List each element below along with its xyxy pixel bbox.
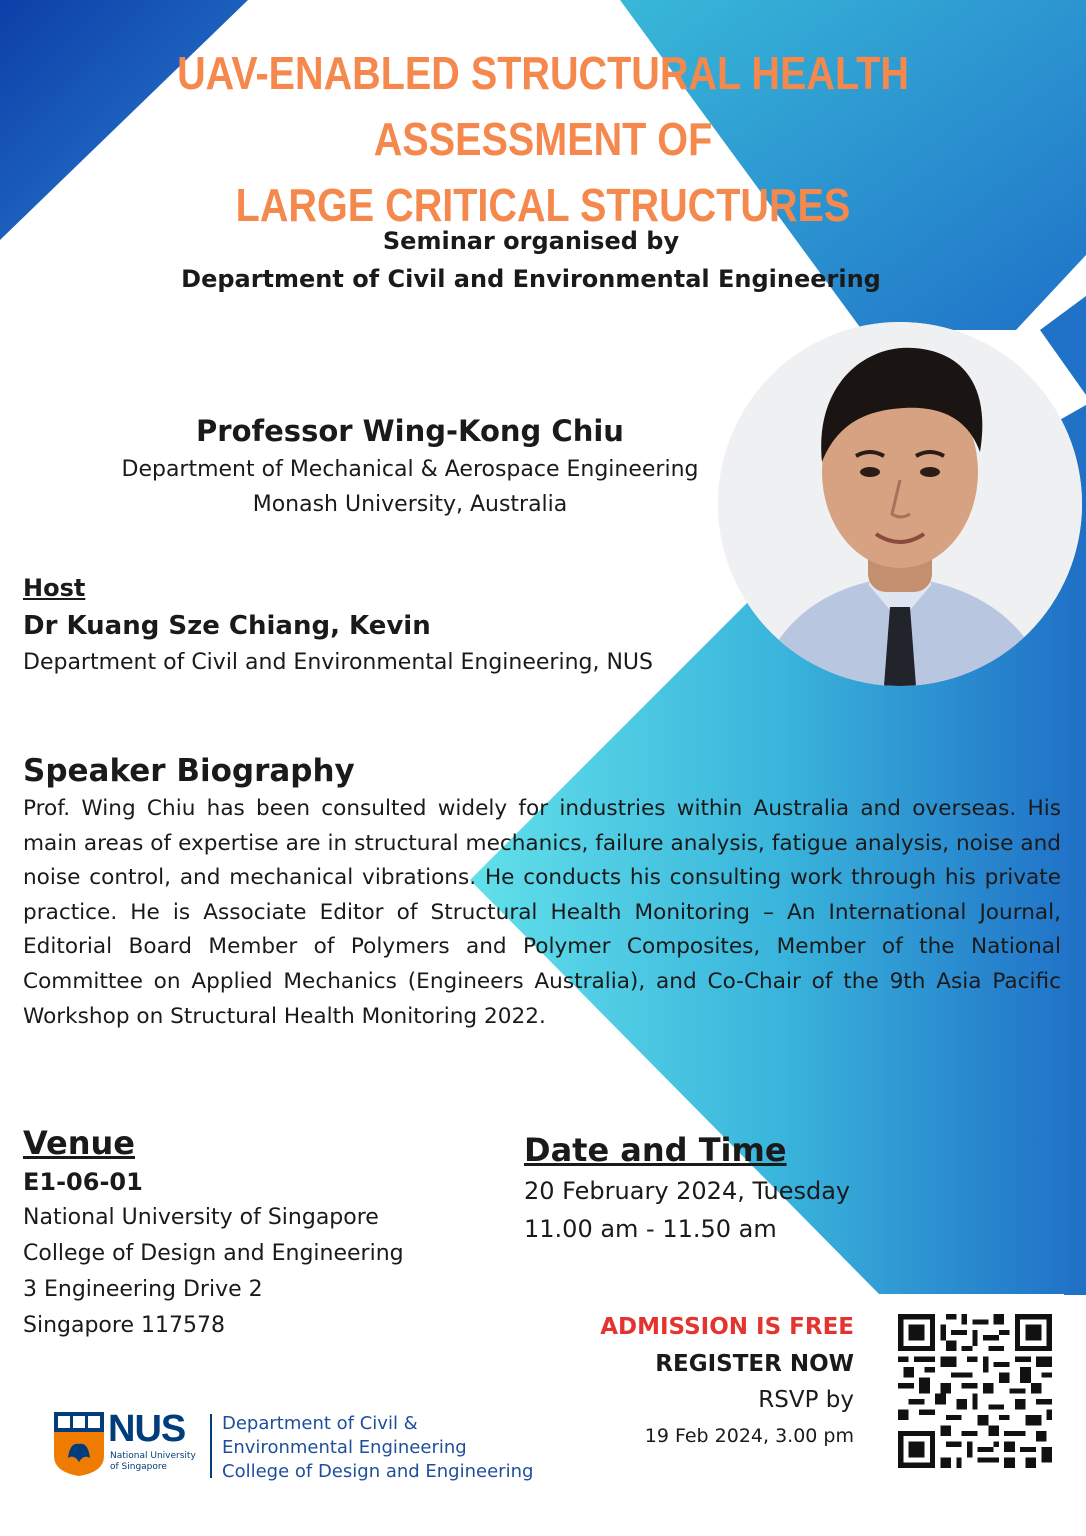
datetime-heading: Date and Time [524,1131,787,1169]
admission-text: ADMISSION IS FREE [600,1314,854,1340]
nus-crest-icon [54,1412,104,1476]
logo-dept-line3: College of Design and Engineering [222,1461,534,1482]
logo-dept-line2: Environmental Engineering [222,1437,467,1458]
nus-wordmark: NUS [108,1408,186,1450]
rsvp-text: RSVP by [758,1387,854,1413]
nus-subtitle [110,1451,196,1473]
host-heading: Host [23,574,86,602]
event-title [76,40,1010,238]
organiser [0,222,1062,298]
speaker-photo [718,322,1082,686]
registration-section [560,1308,854,1454]
venue-line4: Singapore 117578 [23,1313,225,1338]
shape-right-strip [1040,296,1086,395]
venue-heading: Venue [23,1124,135,1162]
logo-divider [210,1414,212,1478]
speaker-info [60,410,760,522]
speaker-name: Professor Wing-Kong Chiu [196,414,624,448]
nus-logo [54,1408,554,1484]
biography-section [23,750,1061,1034]
venue-line1: National University of Singapore [23,1205,379,1230]
organiser-line1: Seminar organised by [382,227,680,255]
logo-department [222,1412,533,1484]
event-title-line2: LARGE CRITICAL STRUCTURES [235,179,851,231]
qr-code-icon[interactable] [898,1314,1052,1468]
venue-section [23,1122,483,1344]
biography-text: Prof. Wing Chiu has been consulted widely for industries within Australia and overseas. His main areas of expertise are in structural mechanics, failure analysis, fatigue analysis, noise and noise control, and mechanical vibrations. He conducts his consulting work through his private practice. He is Associate Editor of Structural Health Monitoring – An International Journal, Editorial Board Member of Polymers and Polymer Composites, Member of the National Committee on Applied Mechanics (Engineers Australia), and Co-Chair of the 9th Asia Pacific Workshop on Structural Health Monitoring 2022. [23,796,1061,1029]
qr-code[interactable] [878,1294,1064,1480]
venue-room: E1-06-01 [23,1168,143,1196]
speaker-department: Department of Mechanical & Aerospace Engineering [121,457,699,482]
event-time: 11.00 am - 11.50 am [524,1215,777,1243]
nus-subtitle-line1: National University [110,1451,196,1461]
nus-subtitle-line2: of Singapore [110,1462,167,1472]
datetime-section [524,1128,944,1248]
event-title-line1: UAV-ENABLED STRUCTURAL HEALTH ASSESSMENT OF [177,47,909,165]
host-name: Dr Kuang Sze Chiang, Kevin [23,611,431,641]
organiser-line2: Department of Civil and Environmental Engineering [181,265,881,293]
venue-line2: College of Design and Engineering [23,1241,404,1266]
venue-line3: 3 Engineering Drive 2 [23,1277,263,1302]
rsvp-date: 19 Feb 2024, 3.00 pm [644,1425,854,1447]
speaker-institution: Monash University, Australia [252,492,568,517]
event-date: 20 February 2024, Tuesday [524,1177,851,1205]
register-now-text: REGISTER NOW [655,1351,854,1377]
logo-dept-line1: Department of Civil & [222,1413,418,1434]
host-department: Department of Civil and Environmental Engineering, NUS [23,650,653,675]
biography-heading: Speaker Biography [23,753,355,789]
host-section [23,570,743,680]
